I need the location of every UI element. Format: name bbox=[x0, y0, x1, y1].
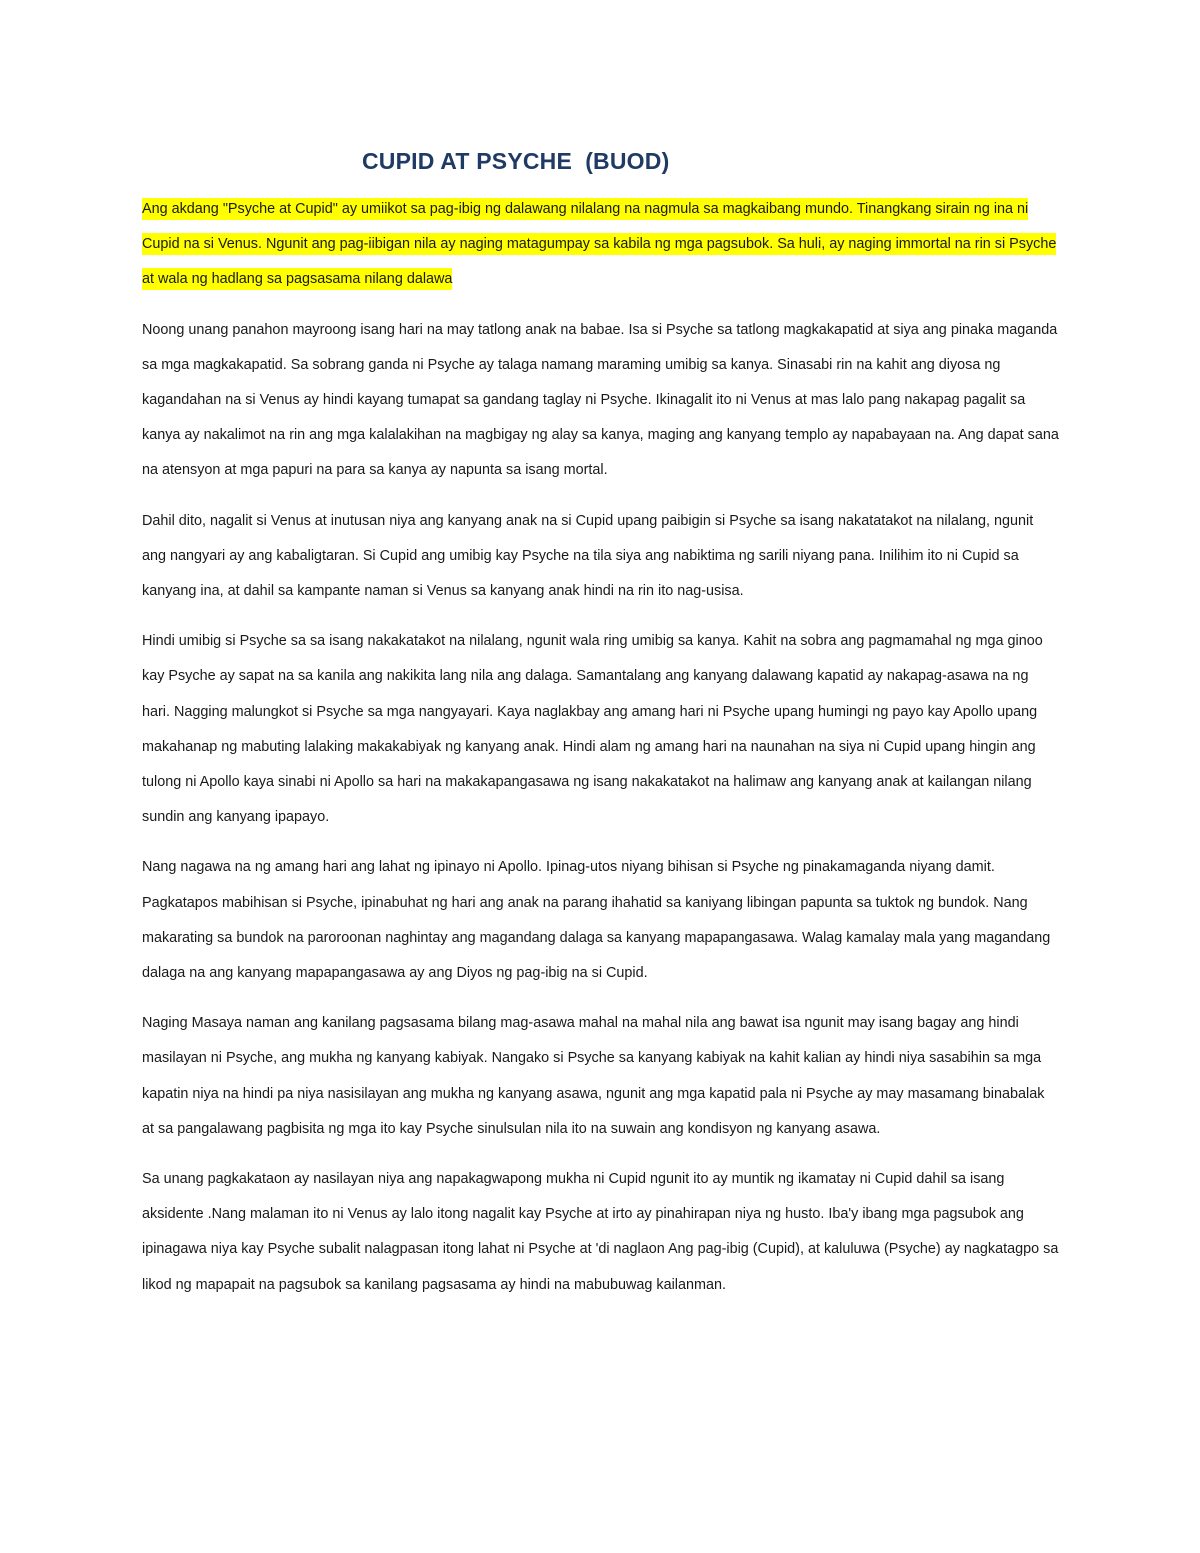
summary-paragraph bbox=[142, 192, 1060, 298]
body-paragraph: Naging Masaya naman ang kanilang pagsasama bilang mag-asawa mahal na mahal nila ang bawat isa ngunit may isang bagay ang hindi masilayan ni Psyche, ang mukha ng kanyang kabiyak. Nangako si Psyche sa kanyang kabiyak na kahit kalian ay hindi niya sasabihin sa mga kapatin niya na hindi pa niya nasisilayan ang mukha ng kanyang asawa, ngunit ang mga kapatid pala ni Psyche ay may masamang binabalak at sa pangalawang pagbisita ng mga ito kay Psyche sinulsulan nila ito na suwain ang kondisyon ng kanyang asawa. bbox=[142, 1015, 1045, 1137]
body-paragraph: Hindi umibig si Psyche sa sa isang nakakatakot na nilalang, ngunit wala ring umibig sa kanya. Kahit na sobra ang pagmamahal ng mga ginoo kay Psyche ay sapat na sa kanila ang nakikita lang nila ang dalaga. Samantalang ang kanyang dalawang kapatid ay nakapag-asawa na ng hari. Nagging malungkot si Psyche sa mga nangyayari. Kaya naglakbay ang amang hari ni Psyche upang humingi ng payo kay Apollo upang makahanap ng mabuting lalaking makakabiyak ng kanyang anak. Hindi alam ng amang hari na naunahan na siya ni Cupid upang hingin ang tulong ni Apollo kaya sinabi ni Apollo sa hari na makakapangasawa ng isang nakakatakot na halimaw ang kanyang anak at kailangan nilang sundin ang kanyang ipapayo. bbox=[142, 633, 1043, 826]
page-title: CUPID AT PSYCHE (BUOD) bbox=[362, 148, 670, 174]
body-paragraph: Dahil dito, nagalit si Venus at inutusan niya ang kanyang anak na si Cupid upang paibigin si Psyche sa isang nakatatakot na nilalang, ngunit ang nangyari ay ang kabaligtaran. Si Cupid ang umibig kay Psyche na tila siya ang nabiktima ng sarili niyang pana. Inilihim ito ni Cupid sa kanyang ina, at dahil sa kampante naman si Venus sa kanyang anak hindi na rin ito nag-usisa. bbox=[142, 512, 1034, 600]
body-paragraph: Sa unang pagkakataon ay nasilayan niya ang napakagwapong mukha ni Cupid ngunit ito ay muntik ng ikamatay ni Cupid dahil sa isang aksidente .Nang malaman ito ni Venus ay lalo itong nagalit kay Psyche at irto ay pinahirapan niya ng husto. Iba'y ibang mga pagsubok ang ipinagawa niya kay Psyche subalit nalagpasan itong lahat ni Psyche at 'di naglaon Ang pag-ibig (Cupid), at kaluluwa (Psyche) ay nagkatagpo sa likod ng mapapait na pagsubok sa kanilang pagsasama ay hindi na mabubuwag kailanman. bbox=[142, 1171, 1059, 1293]
body-paragraph: Nang nagawa na ng amang hari ang lahat ng ipinayo ni Apollo. Ipinag-utos niyang bihisan si Psyche ng pinakamaganda niyang damit. Pagkatapos mabihisan si Psyche, ipinabuhat ng hari ang anak na parang ihahatid sa kaniyang libingan papunta sa tuktok ng bundok. Nang makarating sa bundok na paroroonan naghintay ang magandang dalaga sa kanyang mapapangasawa. Walag kamalay mala yang magandang dalaga na ang kanyang mapapangasawa ay ang Diyos ng pag-ibig na si Cupid. bbox=[142, 859, 1051, 982]
highlighted-text: Ang akdang "Psyche at Cupid" ay umiikot sa pag-ibig ng dalawang nilalang na nagmula sa magkaibang mundo. Tinangkang sirain ng ina ni Cupid na si Venus. Ngunit ang pag-iibigan nila ay naging matagumpay sa kabila ng mga pagsubok. Sa huli, ay naging immortal na rin si Psyche at wala ng hadlang sa pagsasama nilang dalawa bbox=[142, 198, 1056, 290]
document-body bbox=[142, 192, 1060, 1318]
body-paragraph: Noong unang panahon mayroong isang hari na may tatlong anak na babae. Isa si Psyche sa tatlong magkakapatid at siya ang pinaka maganda sa mga magkakapatid. Sa sobrang ganda ni Psyche ay talaga namang maraming umibig sa kanya. Sinasabi rin na kahit ang diyosa ng kagandahan na si Venus ay hindi kayang tumapat sa gandang taglay ni Psyche. Ikinagalit ito ni Venus at mas lalo pang nakapag pagalit sa kanya ay nakalimot na rin ang mga kalalakihan na magbigay ng alay sa kanya, maging ang kanyang templo ay napabayaan na. Ang dapat sana na atensyon at mga papuri na para sa kanya ay napunta sa isang mortal. bbox=[142, 321, 1059, 479]
